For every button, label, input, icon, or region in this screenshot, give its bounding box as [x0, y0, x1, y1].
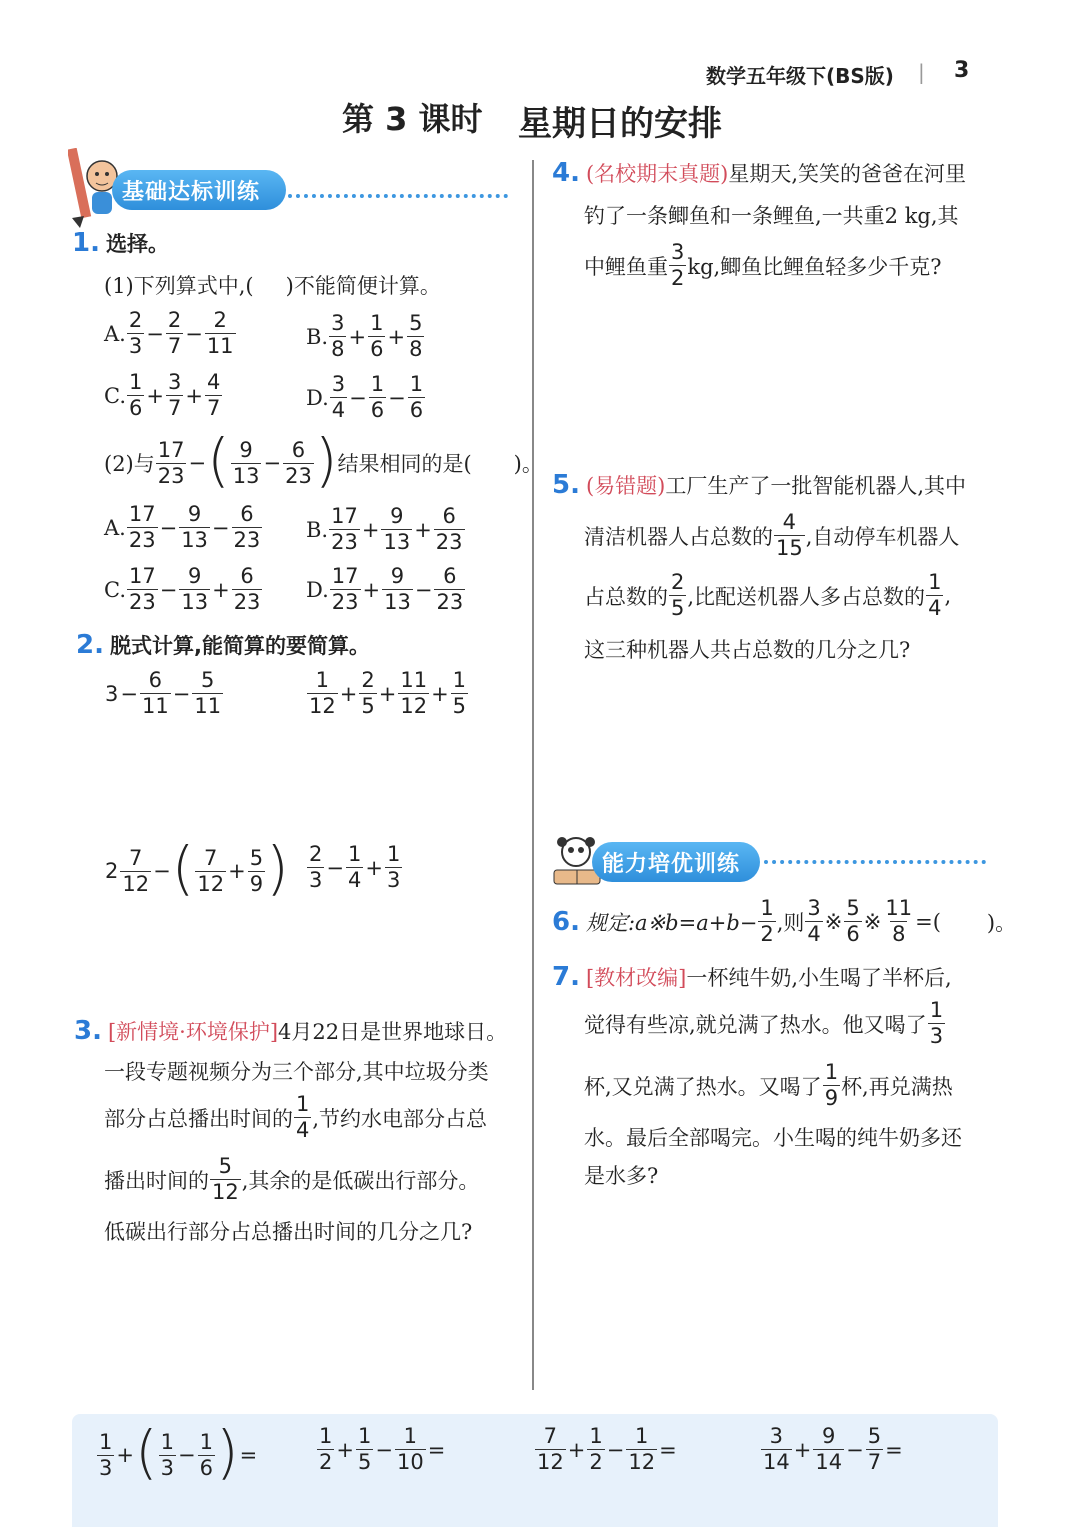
fraction: $\frac{11}{12}$ [400, 668, 428, 718]
q5-number: 5. [552, 470, 580, 500]
fraction: $\frac{6}{23}$ [435, 504, 463, 554]
q1-part1-stem [104, 270, 441, 300]
fraction: 17 23 [157, 437, 185, 488]
fraction: 1 12 [309, 668, 336, 718]
option-label: B. [306, 517, 329, 542]
fraction: 17 23 [331, 504, 358, 554]
fraction: $\frac{2}{5}$ [361, 668, 375, 718]
q4-text: kg,鲫鱼比鲤鱼轻多少千克? [687, 254, 942, 279]
q7-line-5: 是水多? [584, 1164, 659, 1188]
fraction: $\frac{9}{13}$ [384, 564, 411, 614]
q2-expr-2: 1 12 + $\frac{2}{5}$ + $\frac{11}{12}$ + $\frac{1}{5}$ [309, 668, 467, 718]
q6-number: 6. [552, 906, 580, 937]
q5-text: , [944, 583, 952, 608]
section-banner-ability: 能力培优训练 [592, 842, 760, 882]
q1-p1-option-b[interactable]: B. 3 8 + $\frac{1}{6}$ + $\frac{5}{8}$ [306, 311, 423, 361]
q5-text: ,比配送机器人多占总数的 [687, 584, 926, 609]
page-number: 3 [954, 58, 970, 83]
fraction: $\frac{6}{23}$ [233, 564, 261, 614]
fraction: 7 12 [197, 845, 225, 896]
q5-line-1 [552, 470, 966, 500]
q3-text: 播出时间的 [104, 1168, 209, 1193]
stem-text: (1)下列算式中,( [104, 274, 254, 298]
fraction: $\frac{9}{13}$ [383, 504, 411, 554]
fraction: 9 13 [232, 437, 260, 488]
fraction: 17 23 [129, 564, 156, 614]
section-banner-basic: 基础达标训练 [112, 170, 286, 210]
q4-number: 4. [552, 158, 580, 188]
q7-number: 7. [552, 962, 580, 992]
q7-tag: [教材改编] [585, 966, 687, 990]
q2-number: 2. [76, 630, 104, 660]
q7-line-1 [552, 962, 952, 992]
option-label: A. [104, 515, 126, 540]
q7-text: 一杯纯牛奶,小生喝了半杯后, [686, 966, 952, 990]
q3-text: ,其余的是低碳出行部分。 [241, 1168, 480, 1193]
fraction: $\frac{2}{11}$ [206, 308, 234, 358]
footer-expr-2: 1 2 + $\frac{1}{5}$ − $\frac{1}{10}$ = [319, 1424, 446, 1474]
q7-text: 杯,又兑满了热水。又喝了 [584, 1074, 822, 1099]
q2-heading [76, 630, 370, 660]
stem-text: 结果相同的是( [337, 452, 472, 476]
q4-text: 星期天,笑笑的爸爸在河里 [728, 162, 967, 186]
fraction: $\frac{1}{6}$ [370, 372, 385, 422]
q1-p2-option-a[interactable]: A. 17 23 − $\frac{9}{13}$ − $\frac{6}{23}$ [104, 502, 261, 552]
q5-text: ,自动停车机器人 [805, 524, 960, 549]
fraction: $\frac{6}{11}$ [141, 668, 169, 718]
q1-part2-stem: (2)与 17 23 − ( 9 13 − $\frac{6}{23}$ ) 结果相同的是( )。 [104, 426, 543, 494]
fraction: $\frac{4}{7}$ [206, 370, 221, 420]
q4-line-2: 钓了一条鲫鱼和一条鲤鱼,一共重2 kg,其 [584, 204, 959, 228]
q3-text: 4月22日是世界地球日。 [278, 1020, 508, 1044]
q1-p2-option-d[interactable]: D. 17 23 + $\frac{9}{13}$ − $\frac{6}{23}$ [306, 564, 464, 614]
q3-line-1 [74, 1016, 507, 1046]
fraction: $\frac{9}{13}$ [181, 564, 209, 614]
fraction: 1 2 [319, 1424, 333, 1474]
fraction: $\frac{9}{13}$ [181, 502, 208, 552]
option-label: D. [306, 385, 329, 410]
q7-text: 觉得有些凉,就兑满了热水。他又喝了 [584, 1012, 927, 1037]
option-label: D. [306, 577, 329, 602]
fraction: 2 3 [128, 308, 143, 358]
fraction: 17 23 [128, 502, 156, 552]
q7-line-3 [584, 1062, 953, 1109]
fraction: $\frac{11}{8}$ [885, 896, 913, 946]
q2-expr-4: 2 3 − $\frac{1}{4}$ + $\frac{1}{3}$ [309, 842, 401, 892]
fraction: 2 5 [671, 570, 685, 620]
q4-line-3 [584, 242, 941, 289]
stem-text: )不能简便计算。 [285, 274, 441, 298]
fraction: $\frac{6}{23}$ [233, 502, 261, 552]
fraction: $\frac{6}{23}$ [285, 437, 312, 488]
q2-expr-3: 2 7 12 − ( 7 12 + $\frac{5}{9}$ ) [105, 834, 289, 902]
q5-text: 占总数的 [584, 584, 668, 609]
option-label: B. [306, 324, 329, 349]
column-divider [532, 160, 534, 1390]
q3-line-4 [104, 1156, 479, 1203]
q5-line-4: 这三种机器人共占总数的几分之几? [584, 638, 911, 662]
fraction: $\frac{9}{14}$ [815, 1424, 843, 1474]
fraction: $\frac{1}{5}$ [357, 1424, 372, 1474]
fraction: $\frac{1}{6}$ [409, 372, 424, 422]
fraction: 7 12 [122, 845, 150, 896]
q3-line-3 [104, 1094, 487, 1141]
fraction: $\frac{5}{9}$ [249, 845, 264, 896]
q6-text: 规定:a※b=a+b− [585, 910, 758, 935]
q1-number: 1. [72, 228, 100, 258]
q1-title: 选择。 [105, 232, 169, 256]
fraction: 7 12 [537, 1424, 564, 1474]
q3-line-5: 低碳出行部分占总播出时间的几分之几? [104, 1220, 473, 1244]
fraction: $\frac{5}{11}$ [194, 668, 222, 718]
fraction: 3 4 [807, 896, 821, 946]
fraction: 1 3 [160, 1429, 174, 1480]
fraction: $\frac{1}{6}$ [370, 311, 384, 361]
fraction: $\frac{1}{3}$ [386, 842, 401, 892]
q1-p1-option-c[interactable]: C. 1 6 + $\frac{3}{7}$ + $\frac{4}{7}$ [104, 370, 221, 420]
fraction: $\frac{6}{23}$ [436, 564, 464, 614]
q4-text: 中鲤鱼重 [584, 254, 668, 279]
stem-text: )。 [513, 452, 543, 476]
fraction: $\frac{5}{8}$ [409, 311, 423, 361]
stem-text: (2)与 [104, 452, 155, 476]
banner-dots [764, 860, 986, 864]
fraction: 3 8 [331, 311, 345, 361]
fraction: 5 12 [212, 1154, 239, 1204]
q3-text: ,节约水电部分占总 [312, 1106, 488, 1131]
fraction: $\frac{1}{4}$ [347, 842, 362, 892]
option-label: A. [104, 321, 126, 346]
q7-line-4: 水。最后全部喝完。小生喝的纯牛奶多还 [584, 1126, 962, 1150]
q3-line-2: 一段专题视频分为三个部分,其中垃圾分类 [104, 1060, 489, 1084]
book-title: 数学五年级下(BS版) [706, 64, 894, 88]
q6-text: =( [915, 909, 941, 934]
q1-p1-option-a[interactable]: A. 2 3 − $\frac{2}{7}$ − $\frac{2}{11}$ [104, 308, 234, 358]
q4-tag: (名校期末真题) [585, 162, 729, 186]
q5-text: 清洁机器人占总数的 [584, 524, 773, 549]
q6-line: 6. 规定:a※b=a+b− $\frac{1}{2}$ ,则 3 4 ※ 5 6 ※ $\frac{11}{8}$ =( )。 [552, 896, 1017, 946]
q2-title: 脱式计算,能简算的要简算。 [109, 634, 370, 658]
q4-line-1 [552, 158, 966, 188]
fraction: $\frac{1}{10}$ [396, 1424, 424, 1474]
fraction: $\frac{3}{7}$ [167, 370, 182, 420]
q1-p2-option-b[interactable]: B. 17 23 + $\frac{9}{13}$ + $\frac{6}{23}$ [306, 504, 463, 554]
fraction: 1 3 [929, 998, 944, 1048]
fraction: 1 9 [824, 1060, 839, 1110]
fraction: $\frac{1}{12}$ [628, 1424, 656, 1474]
fraction: 1 4 [928, 570, 942, 620]
q1-p1-option-d[interactable]: D. 3 4 − $\frac{1}{6}$ − $\frac{1}{6}$ [306, 372, 424, 422]
fraction: $\frac{5}{7}$ [867, 1424, 882, 1474]
q5-line-3 [584, 572, 951, 619]
fraction: $\frac{1}{6}$ [199, 1429, 213, 1480]
fraction: $\frac{1}{2}$ [589, 1424, 603, 1474]
q3-text: 部分占总播出时间的 [104, 1106, 293, 1131]
q5-line-2 [584, 512, 959, 559]
footer-expr-3: 7 12 + $\frac{1}{2}$ − $\frac{1}{12}$ = [537, 1424, 677, 1474]
q3-number: 3. [74, 1016, 102, 1046]
fraction: 5 6 [846, 896, 860, 946]
q1-heading [72, 228, 169, 258]
q7-line-2 [584, 1000, 946, 1047]
footer-expr-1: 1 3 + ( 1 3 − $\frac{1}{6}$ ) = [99, 1418, 258, 1486]
lesson-title: 星期日的安排 [518, 104, 722, 144]
fraction: 1 6 [129, 370, 143, 420]
fraction: 1 3 [99, 1429, 113, 1480]
banner-dots [288, 194, 508, 198]
option-label: C. [104, 577, 126, 602]
footer-expr-4: 3 14 + $\frac{9}{14}$ − $\frac{5}{7}$ = [763, 1424, 903, 1474]
fraction: 2 3 [309, 842, 323, 892]
fraction: 4 15 [776, 510, 803, 560]
q5-text: 工厂生产了一批智能机器人,其中 [665, 474, 967, 498]
fraction: $\frac{1}{2}$ [760, 896, 774, 946]
fraction: 3 2 [671, 240, 685, 290]
fraction: 1 4 [296, 1092, 310, 1142]
q6-text: ,则 [776, 910, 805, 935]
q6-text: )。 [986, 910, 1017, 935]
q3-tag: [新情境·环境保护] [107, 1020, 279, 1044]
q7-text: 杯,再兑满热 [841, 1074, 953, 1099]
q1-p2-option-c[interactable]: C. 17 23 − $\frac{9}{13}$ + $\frac{6}{23}$ [104, 564, 261, 614]
header-divider: | [918, 60, 925, 84]
fraction: $\frac{1}{5}$ [452, 668, 467, 718]
fraction: 17 23 [331, 564, 359, 614]
fraction: 3 14 [763, 1424, 790, 1474]
fraction: $\frac{2}{7}$ [167, 308, 182, 358]
fraction: 3 4 [331, 372, 346, 422]
option-label: C. [104, 383, 126, 408]
q2-expr-1: 3 − $\frac{6}{11}$ − $\frac{5}{11}$ [105, 668, 222, 718]
lesson-number: 第 3 课时 [342, 100, 483, 138]
q5-tag: (易错题) [585, 474, 666, 498]
